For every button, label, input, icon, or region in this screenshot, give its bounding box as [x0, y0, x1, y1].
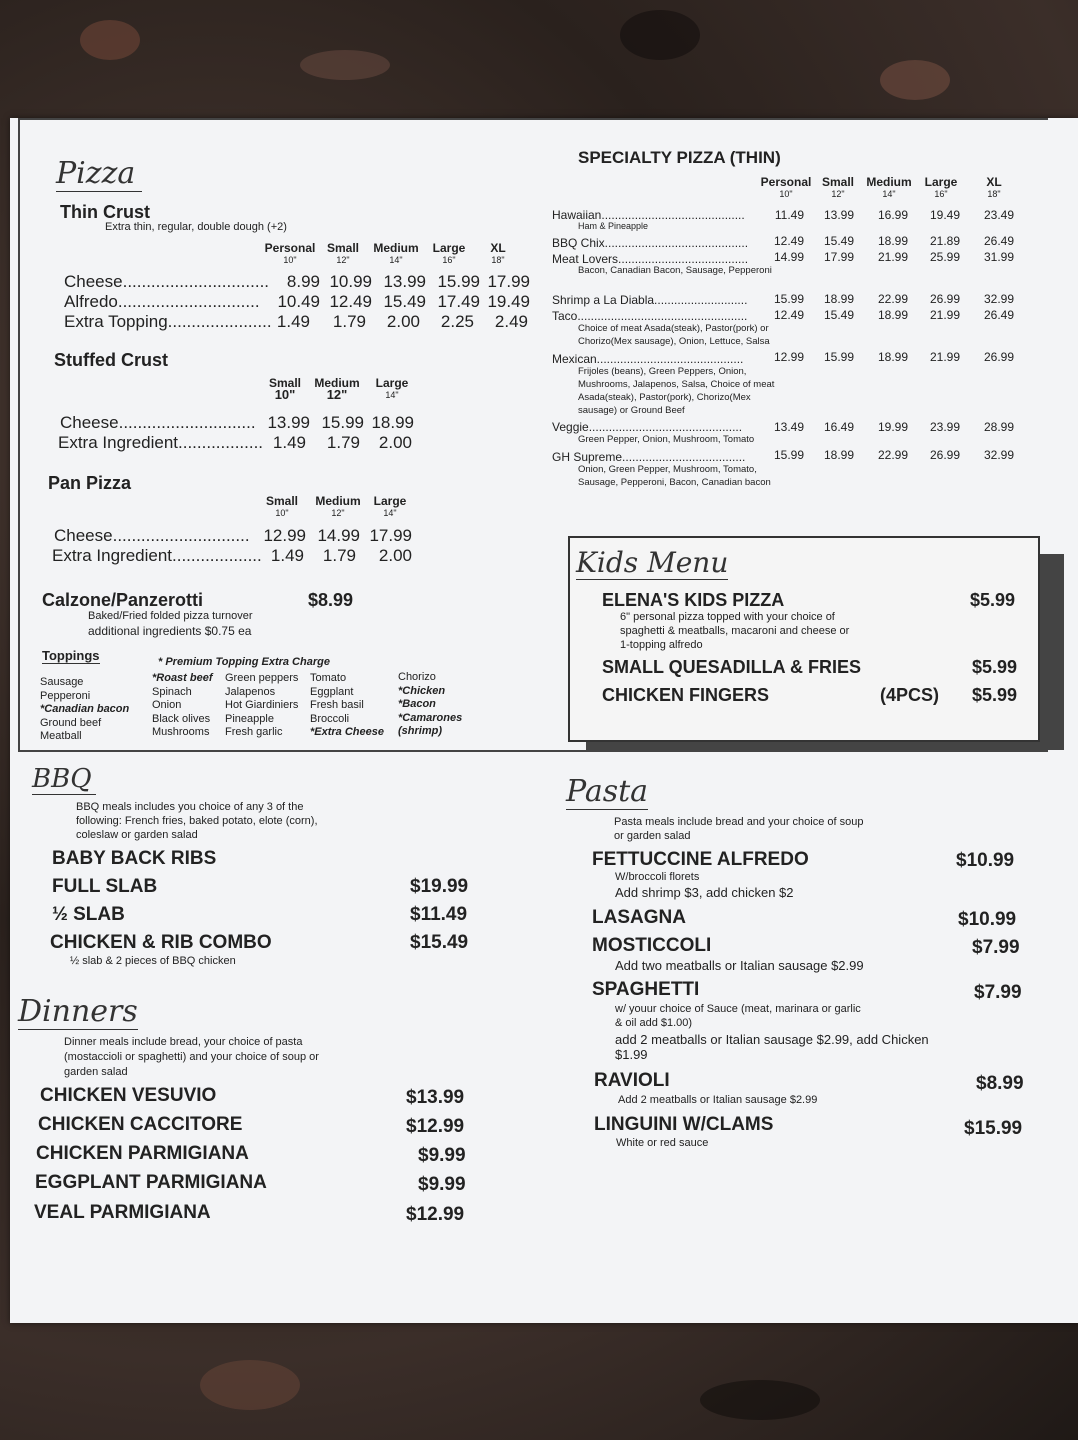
granite-speck — [880, 60, 950, 100]
pasta-item-3-desc-3: $1.99 — [615, 1047, 648, 1062]
pasta-item-0-desc-1: Add shrimp $3, add chicken $2 — [615, 885, 794, 900]
toppings-col-4: Tomato Eggplant Fresh basil Broccoli *Extra Cheese — [310, 672, 384, 738]
granite-speck — [200, 1360, 300, 1410]
granite-speck — [80, 20, 140, 60]
dinner-item-0: CHICKEN VESUVIO — [40, 1085, 217, 1106]
bbq-item-3: CHICKEN & RIB COMBO — [50, 932, 272, 953]
premium-topping-note: * Premium Topping Extra Charge — [158, 656, 330, 668]
toppings-col-2: *Roast beef Spinach Onion Black olives Mushrooms — [152, 672, 213, 738]
kids-item-1-name: SMALL QUESADILLA & FRIES — [602, 657, 862, 677]
kids-item-0-desc-0: 6" personal pizza topped with your choice of — [620, 611, 835, 623]
calzone-price: $8.99 — [308, 590, 354, 610]
menu-sheet: Pizza Thin Crust Extra thin, regular, double dough (+2) Personal 10" Small 12" Medium 14" Large 16" XL 18" Cheese............................... 8.99 10.99 13.99 15.99 17.99 Alfredo.............................. 10.49 12.49 15.49 17.49 19.49 Extra Topping...................... 1.49 1.79 2.00 2.25 2.49 Stuffed Crust Small 10" Medium 12" Large 14" Cheese............................. 13.99 15.99 18.99 Extra Ingredient.................. 1.49 1.79 2.00 Pan Pizza Small 10" Medium 12" Large 14" Cheese............................. 12.99 14.99 17.99 Extra Ingredient................... 1.49 1.79 2.00 Calzone/Panzerotti $8.99 Baked/Fried folded pizza turnover additional ingredients $0.75 ea Toppings * Premium Topping Extra Charge Sausage Pepperoni *Canadian bacon Ground beef Meatball *Roast beef Spinach Onion Black olives Mushrooms Green peppers Jalapenos Hot Giardiniers Pineapple Fresh garlic Tomato Eggplant Fresh basil Broccoli *Extra Cheese Chorizo *Chicken *Bacon *Camarones (shrimp) SPECIALTY PIZZA (THIN) Personal 10" Small 12" Medium 14" Large 16" XL 18" Hawaiian........................................... Ham & Pineapple BBQ Chix........................................... Meat Lovers....................................... Bacon, Canadian Bacon, Sausage, Pepperoni Shrimp a La Diabla............................ Taco................................................... Choice of meat Asada(steak), Pastor(pork) or Chorizo(Mex sausage), Onion, Lettuce, Salsa Mexican............................................ Frijoles (beans), Green Peppers, Onion, Mushrooms, Jalapenos, Salsa, Choice of meat Asada(steak), Pastor(pork), Chorizo(Mex sausage) or Ground Beef Veggie.............................................. Green Pepper, Onion, Mushroom, Tomato GH Supreme..................................... Onion, Green Pepper, Mushroom, Tomato, Sausage, Pepperoni, Bacon, Canadian bacon 11.49 13.99 16.99 19.49 23.49 12.49 15.49 18.99 21.89 26.49 14.99 17.99 21.99 25.99 31.99 15.99 18.99 22.99 26.99 32.99 12.49 15.49 18.99 21.99 26.49 12.99 15.99 18.99 21.99 26.99 13.49 16.49 19.99 23.99 28.99 15.99 18.99 22.99 26.99 32.99 Kids Menu ELENA'S KIDS PIZZA $5.99 6" personal pizza topped with your choice of spaghetti & meatballs, macaroni and cheese or 1-topping alfredo SMALL QUESADILLA & FRIES $5.99 CHICKEN FINGERS (4PCS) $5.99 BBQ BBQ meals includes you choice of any 3 of the following: French fries, baked potato, elote (corn), coleslaw or garden salad BABY BACK RIBS FULL SLAB $19.99 ½ SLAB $11.49 CHICKEN & RIB COMBO $15.49 ½ slab & 2 pieces of BBQ chicken Dinners Dinner meals include bread, your choice of pasta (mostaccioli or spaghetti) and your choice of soup or garden salad CHICKEN VESUVIO $13.99 CHICKEN CACCITORE $12.99 CHICKEN PARMIGIANA $9.99 EGGPLANT PARMIGIANA $9.99 VEAL PARMIGIANA $12.99 Pasta Pasta meals include bread and your choice of soup or garden salad FETTUCCINE ALFREDO $10.99 W/broccoli florets Add shrimp $3, add chicken $2 LASAGNA $10.99 MOSTICCOLI $7.99 Add two meatballs or Italian sausage $2.99 SPAGHETTI $7.99 w/ youur choice of Sauce (meat, marinara or garlic & oil add $1.00) add 2 meatballs or Italian sausage $2.99, add Chicken $1.99 RAVIOLI $8.99 Add 2 meatballs or Italian sausage $2.99 LINGUINI W/CLAMS $15.99 White or red sauce — [10, 118, 1078, 1323]
pasta-item-3-desc-2: add 2 meatballs or Italian sausage $2.99, add Chicken — [615, 1032, 929, 1047]
pan-pizza-title: Pan Pizza — [48, 473, 132, 493]
bbq-item-0: BABY BACK RIBS — [52, 848, 217, 869]
dinner-item-4-price: $12.99 — [406, 1204, 465, 1225]
granite-speck — [700, 1380, 820, 1420]
pasta-item-1: LASAGNA — [592, 907, 686, 928]
bbq-item-2: ½ SLAB — [52, 904, 125, 925]
pizza-title: Pizza — [56, 156, 142, 192]
granite-speck — [620, 10, 700, 60]
pasta-item-0-desc-0: W/broccoli florets — [615, 871, 700, 883]
pasta-title: Pasta — [566, 774, 649, 809]
dinner-item-2-price: $9.99 — [418, 1145, 466, 1166]
bbq-item-1-price: $19.99 — [410, 876, 469, 897]
pasta-item-3-price: $7.99 — [974, 982, 1022, 1003]
pasta-item-1-price: $10.99 — [958, 909, 1017, 930]
dinner-item-3: EGGPLANT PARMIGIANA — [35, 1172, 267, 1193]
dinners-note-1: (mostaccioli or spaghetti) and your choice of soup or — [64, 1051, 319, 1063]
pasta-item-2-price: $7.99 — [972, 937, 1020, 958]
specialty-title: SPECIALTY PIZZA (THIN) — [578, 148, 781, 167]
thin-crust-title: Thin Crust — [60, 202, 150, 222]
bbq-note-0: BBQ meals includes you choice of any 3 of the — [76, 801, 304, 813]
dinner-item-0-price: $13.99 — [406, 1087, 465, 1108]
kids-item-1-price: $5.99 — [972, 657, 1018, 677]
pasta-item-2: MOSTICCOLI — [592, 935, 712, 956]
toppings-title: Toppings — [42, 648, 100, 663]
pasta-item-2-desc-0: Add two meatballs or Italian sausage $2.99 — [615, 958, 864, 973]
kids-item-0-price: $5.99 — [970, 590, 1016, 610]
specialty-row-bbq-chix: BBQ Chix........................................... — [552, 236, 749, 250]
stuffed-crust-title: Stuffed Crust — [54, 350, 168, 370]
dinner-item-1-price: $12.99 — [406, 1116, 465, 1137]
pasta-item-3: SPAGHETTI — [592, 979, 700, 1000]
toppings-col-5: Chorizo *Chicken *Bacon *Camarones (shrimp) — [398, 671, 463, 737]
kids-menu-title: Kids Menu — [576, 546, 729, 579]
pasta-item-5: LINGUINI W/CLAMS — [594, 1114, 774, 1135]
bbq-title: BBQ — [32, 764, 96, 795]
kids-item-2-name: CHICKEN FINGERS — [602, 685, 770, 705]
thin-row-cheese: Cheese............................... — [64, 272, 270, 291]
pasta-item-4-desc-0: Add 2 meatballs or Italian sausage $2.99 — [618, 1094, 818, 1106]
thin-crust-note: Extra thin, regular, double dough (+2) — [105, 221, 287, 233]
kids-item-2-qty: (4PCS) — [880, 685, 940, 705]
dinner-item-2: CHICKEN PARMIGIANA — [36, 1143, 249, 1164]
toppings-col-3: Green peppers Jalapenos Hot Giardiniers Pineapple Fresh garlic — [225, 672, 299, 738]
toppings-col-1: Sausage Pepperoni *Canadian bacon Ground beef Meatball — [40, 676, 130, 742]
dinners-title: Dinners — [18, 994, 138, 1029]
calzone-desc-2: additional ingredients $0.75 ea — [88, 624, 252, 638]
calzone-desc-1: Baked/Fried folded pizza turnover — [88, 610, 253, 622]
dinner-item-1: CHICKEN CACCITORE — [38, 1114, 243, 1135]
dinner-item-3-price: $9.99 — [418, 1174, 466, 1195]
pan-row-extra: Extra Ingredient................... — [52, 546, 262, 565]
specialty-row-shrimp: Shrimp a La Diabla............................ — [552, 293, 748, 307]
bbq-note-1: following: French fries, baked potato, elote (corn), — [76, 815, 318, 827]
bbq-item-3-desc: ½ slab & 2 pieces of BBQ chicken — [70, 955, 236, 967]
pasta-item-4: RAVIOLI — [594, 1070, 670, 1091]
kids-box-shadow — [1040, 554, 1064, 748]
kids-item-0-name: ELENA'S KIDS PIZZA — [602, 590, 785, 610]
dinners-note-2: garden salad — [64, 1066, 128, 1078]
pasta-item-0: FETTUCCINE ALFREDO — [592, 849, 809, 870]
pasta-item-5-desc-0: White or red sauce — [616, 1137, 709, 1149]
thin-row-extra-topping: Extra Topping...................... — [64, 312, 272, 331]
pasta-item-0-price: $10.99 — [956, 850, 1015, 871]
kids-item-2-price: $5.99 — [972, 685, 1018, 705]
calzone-name: Calzone/Panzerotti — [42, 590, 204, 610]
pasta-item-5-price: $15.99 — [964, 1118, 1023, 1139]
bbq-item-3-price: $15.49 — [410, 932, 469, 953]
kids-item-0-desc-1: spaghetti & meatballs, macaroni and cheese or — [620, 625, 850, 637]
bbq-item-1: FULL SLAB — [52, 876, 158, 897]
pasta-note-1: or garden salad — [614, 830, 691, 842]
granite-speck — [300, 50, 390, 80]
dinners-note-0: Dinner meals include bread, your choice of pasta — [64, 1036, 303, 1048]
pasta-item-3-desc-1: & oil add $1.00) — [615, 1017, 693, 1029]
bbq-item-2-price: $11.49 — [410, 904, 468, 925]
bbq-note-2: coleslaw or garden salad — [76, 829, 198, 841]
dinner-item-4: VEAL PARMIGIANA — [34, 1202, 211, 1223]
pan-row-cheese: Cheese............................. — [54, 526, 250, 545]
pasta-item-3-desc-0: w/ youur choice of Sauce (meat, marinara or garlic — [615, 1003, 861, 1015]
kids-item-0-desc-2: 1-topping alfredo — [620, 639, 703, 651]
pasta-note-0: Pasta meals include bread and your choice of soup — [614, 816, 864, 828]
thin-row-alfredo: Alfredo.............................. — [64, 292, 260, 311]
stuffed-row-cheese: Cheese............................. — [60, 413, 256, 432]
stuffed-row-extra: Extra Ingredient.................. — [58, 433, 264, 452]
pasta-item-4-price: $8.99 — [976, 1073, 1024, 1094]
